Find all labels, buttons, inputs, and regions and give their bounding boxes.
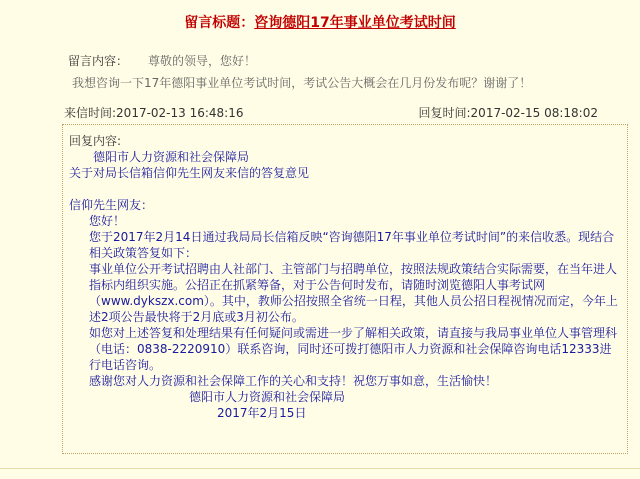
reply-paragraph-2: 事业单位公开考试招聘由人社部门、主管部门与招聘单位，按照法规政策结合实际需要，在当年进人指标内组织实施。公招正在抓紧筹备，对于公告何时发布，请随时浏览德阳人事考试网（www.dykszx.com）。其中，教师公招按照全省统一日程，其他人员公招日程视情况而定，今年上述2项公告最快将于2月底或3月初公布。	[89, 262, 618, 324]
message-body: 我想咨询一下17年德阳事业单位考试时间，考试公告大概会在几月份发布呢？谢谢了！	[72, 76, 532, 90]
reply-time	[419, 104, 599, 121]
message-title-row	[0, 12, 640, 32]
sent-time-label: 来信时间:	[64, 106, 117, 120]
message-header-line	[68, 50, 628, 72]
reply-time-value: 2017-02-15 08:18:02	[470, 106, 598, 120]
reply-content	[69, 133, 621, 421]
reply-time-label: 回复时间:	[418, 106, 471, 120]
title-label: 留言标题：	[184, 15, 255, 31]
reply-paragraph-4: 感谢您对人力资源和社会保障工作的关心和支持！祝您万事如意，生活愉快！	[89, 374, 498, 388]
reply-salutation: 信仰先生网友：	[69, 198, 154, 212]
spacer	[69, 181, 621, 197]
reply-subject: 关于对局长信箱信仰先生网友来信的答复意见	[69, 166, 310, 180]
sent-time	[64, 104, 244, 121]
title-link[interactable]: 咨询德阳17年事业单位考试时间	[254, 15, 456, 31]
reply-date: 2017年2月15日	[217, 406, 307, 420]
reply-org: 德阳市人力资源和社会保障局	[93, 150, 250, 164]
reply-paragraph-1: 您于2017年2月14日通过我局局长信箱反映“咨询德阳17年事业单位考试时间”的来信收悉。现结合相关政策答复如下：	[89, 230, 615, 260]
reply-signature: 德阳市人力资源和社会保障局	[189, 390, 346, 404]
message-content-label: 留言内容：	[68, 54, 129, 68]
reply-content-label: 回复内容:	[69, 134, 122, 148]
reply-box	[62, 124, 628, 454]
reply-paragraph-3: 如您对上述答复和处理结果有任何疑问或需进一步了解相关政策，请直接与我局事业单位人事管理科（电话：0838-2220910）联系咨询，同时还可拨打德阳市人力资源和社会保障咨询电话12333进行电话咨询。	[89, 326, 618, 372]
message-greeting: 尊敬的领导，您好！	[148, 54, 257, 68]
sent-time-value: 2017-02-13 16:48:16	[116, 106, 244, 120]
reply-hello: 您好！	[89, 214, 126, 228]
message-block	[68, 50, 628, 94]
bottom-divider	[0, 468, 640, 469]
